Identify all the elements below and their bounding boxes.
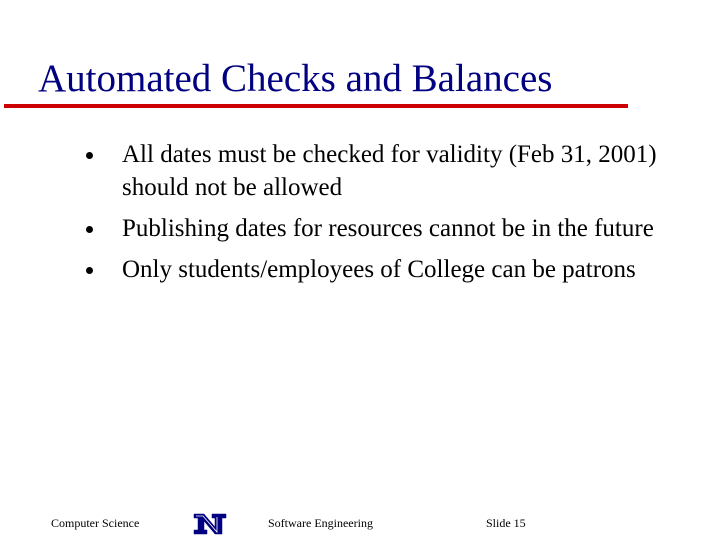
footer-slide-number: Slide 15 [486, 516, 526, 530]
slide-title: Automated Checks and Balances [38, 57, 553, 100]
bullet-text: Publishing dates for resources cannot be in the future [122, 215, 654, 242]
block-letter-n-logo-icon [193, 512, 227, 536]
bullet-text: All dates must be checked for validity (Feb 31, 2001) should not be allowed [122, 141, 657, 201]
bullet-dot-icon [86, 267, 93, 274]
bullet-dot-icon [86, 226, 93, 233]
footer-department: Computer Science [51, 516, 140, 530]
bullet-item [0, 138, 717, 204]
bullet-item [0, 253, 717, 286]
bullet-item [0, 212, 717, 245]
bullet-list [0, 138, 717, 294]
title-underline-rule [4, 104, 628, 108]
bullet-text: Only students/employees of College can be patrons [122, 256, 636, 283]
footer-course: Software Engineering [268, 516, 373, 530]
bullet-dot-icon [86, 152, 93, 159]
